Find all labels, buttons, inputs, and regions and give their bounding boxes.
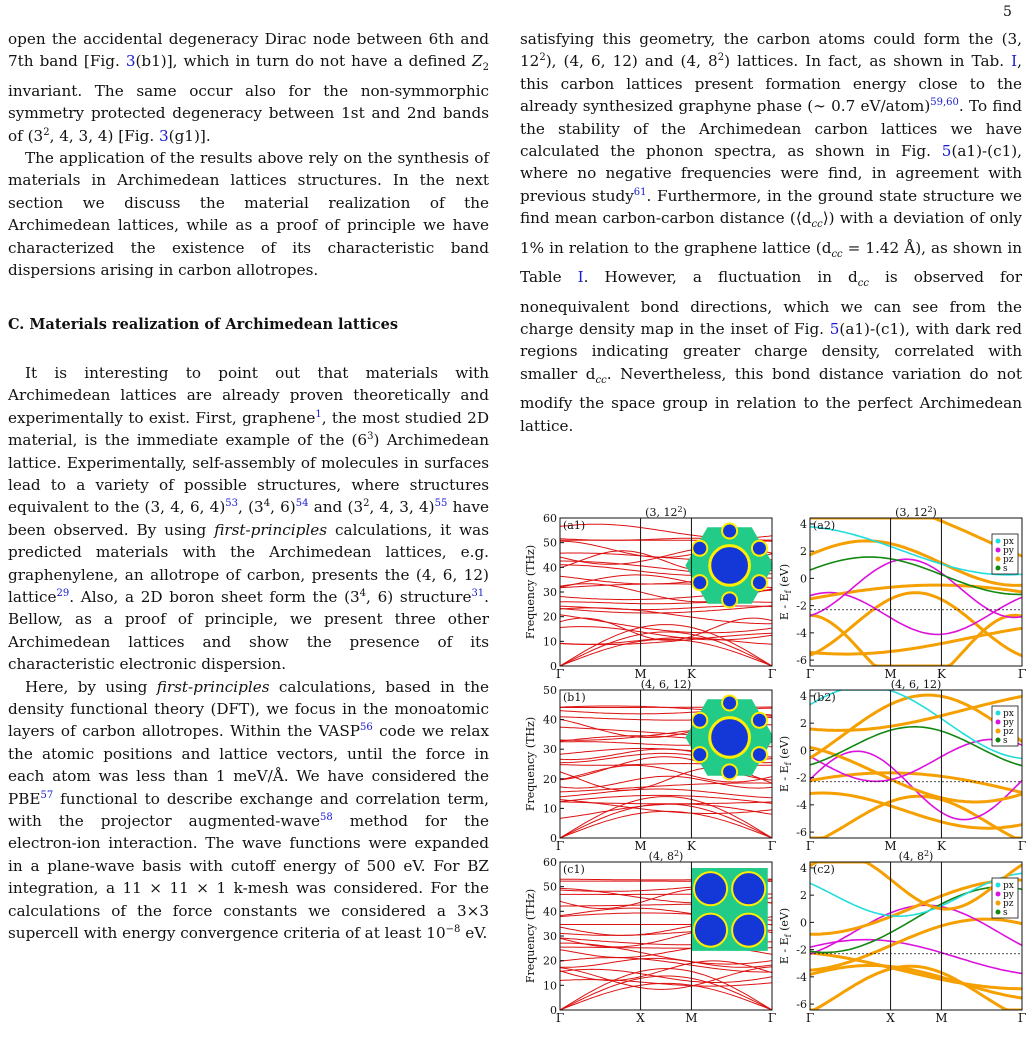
panel-a2 <box>778 505 1026 681</box>
y-tick-label: 50 <box>543 684 557 697</box>
panel-title: (4, 6, 12) <box>640 678 692 691</box>
y-tick-label: -4 <box>796 798 807 812</box>
legend-marker <box>996 892 1001 897</box>
citation[interactable]: 54 <box>295 498 309 510</box>
band-line <box>560 811 772 838</box>
band-line <box>560 618 772 640</box>
y-axis-label: E - $E_f$ (eV) <box>778 563 793 621</box>
section-heading: C. Materials realization of Archimedean lattices <box>8 315 399 333</box>
k-point-label: Γ <box>1017 839 1027 853</box>
y-tick-label: -4 <box>796 626 807 640</box>
figure-5 <box>520 505 1027 1041</box>
k-point-label: M <box>634 839 647 853</box>
y-axis-label: E - $E_f$ (eV) <box>778 907 793 965</box>
panel-tag: (a2) <box>813 519 836 532</box>
k-point-label: Γ <box>767 1011 777 1025</box>
k-point-label: Γ <box>1017 667 1027 681</box>
citation[interactable]: 61 <box>633 186 647 198</box>
legend-marker <box>996 539 1001 544</box>
y-tick-label: 0 <box>550 660 557 673</box>
legend-marker <box>996 729 1001 734</box>
k-point-label: M <box>884 839 897 853</box>
y-tick-label: 0 <box>550 1004 557 1017</box>
y-tick-label: 2 <box>800 717 807 731</box>
band-line <box>810 615 1022 666</box>
y-tick-label: 50 <box>543 536 557 550</box>
y-tick-label: 10 <box>543 635 557 649</box>
table-ref[interactable]: I <box>577 268 584 287</box>
k-point-label: Γ <box>805 667 815 681</box>
k-point-label: Γ <box>555 667 565 681</box>
y-tick-label: -2 <box>796 599 807 613</box>
band-line <box>560 615 772 633</box>
left-column <box>8 28 489 944</box>
panel-title: (4, $8^2$) <box>898 849 934 863</box>
y-tick-label: 0 <box>800 744 807 758</box>
panel-a1 <box>524 505 776 681</box>
y-tick-label: 4 <box>800 861 807 875</box>
legend-marker <box>996 566 1001 571</box>
k-point-label: Γ <box>555 1011 565 1025</box>
y-tick-label: -4 <box>796 970 807 984</box>
legend-label: px <box>1003 709 1014 719</box>
legend-label: py <box>1003 718 1014 728</box>
k-point-label: K <box>686 839 696 853</box>
y-tick-label: 10 <box>543 979 557 993</box>
y-tick-label: 40 <box>543 905 557 919</box>
band-line <box>810 905 1022 954</box>
citation[interactable]: 1 <box>315 408 322 420</box>
k-point-label: Γ <box>767 839 777 853</box>
legend-label: px <box>1003 537 1014 547</box>
panel-title: (3, $12^2$) <box>645 505 687 519</box>
k-point-label: X <box>886 1011 895 1025</box>
band-line <box>560 639 772 666</box>
legend-label: s <box>1003 736 1008 746</box>
legend-label: s <box>1003 564 1008 574</box>
citation[interactable]: 56 <box>360 722 373 734</box>
legend-marker <box>996 720 1001 725</box>
legend-label: px <box>1003 881 1014 891</box>
y-tick-label: 0 <box>800 916 807 930</box>
band-line <box>560 802 772 804</box>
panel-tag: (b1) <box>563 691 586 704</box>
y-tick-label: 30 <box>543 743 557 757</box>
y-tick-label: -2 <box>796 943 807 957</box>
legend-label: pz <box>1003 727 1014 737</box>
legend-label: py <box>1003 546 1014 556</box>
y-tick-label: 10 <box>543 802 557 816</box>
band-line <box>560 606 772 610</box>
y-tick-label: 20 <box>543 610 557 624</box>
k-point-label: X <box>636 1011 645 1025</box>
legend-marker <box>996 548 1001 553</box>
citation[interactable]: 53 <box>225 498 239 510</box>
legend-label: pz <box>1003 899 1014 909</box>
band-line <box>560 800 772 814</box>
band-line <box>810 862 1022 909</box>
panel-title: (3, $12^2$) <box>895 505 937 519</box>
panel-tag: (c2) <box>813 863 835 876</box>
citation[interactable]: 57 <box>40 789 54 801</box>
paragraph-3: It is interesting to point out that materials with Archimedean lattices are already proven theoretically and experimentally to exist. First, graphene$^1$, the most studied 2D material, is the immediate example of the $(6^3)$ Archimedean lattice. Experimentally, self-assembly of molecules in surfaces lead to a variety of possible structures, where structures equivalent to the (3, 4, 6, 4)$^{53}$, ($3^4$, 6)$^{54}$ and ($3^2$, 4, 3, 4)$^{55}$ have been observed. By using first-principles calculations, it was predicted materials with the Archimedean lattices, e.g. graphenylene, an allotrope of carbon, presents the (4, 6, 12) lattice$^{29}$. Also, a 2D boron sheet form the ($3^4$, 6) structure$^{31}$. Bellow, as a proof of principle, we present three other Archimedean lattices and show the presence of its characteristic electronic dispersion. <box>8 363 490 674</box>
panel-title: (4, 6, 12) <box>890 678 942 691</box>
table-ref[interactable]: I <box>1011 52 1018 71</box>
page-number: 5 <box>1003 4 1012 20</box>
y-tick-label: 60 <box>543 512 557 525</box>
y-tick-label: 20 <box>543 772 557 786</box>
k-point-label: K <box>936 667 946 681</box>
legend-label: py <box>1003 890 1014 900</box>
charge-density-inset <box>691 868 767 951</box>
y-tick-label: 50 <box>543 880 557 894</box>
y-tick-label: 2 <box>800 889 807 903</box>
citation[interactable]: 58 <box>319 811 333 823</box>
legend <box>992 534 1018 574</box>
band-line <box>810 873 1022 916</box>
k-point-label: M <box>884 667 897 681</box>
panel-c2 <box>778 849 1026 1025</box>
band-line <box>810 727 1022 766</box>
legend-marker <box>996 557 1001 562</box>
band-line <box>810 593 1022 635</box>
y-tick-label: -6 <box>796 654 807 668</box>
paragraph-right: satisfying this geometry, the carbon atoms could form the (3, $12^2$), (4, 6, 12) and (4, $8^2$) lattices. In fact, as shown in Tab. I, this carbon lattices present formation energy close to the already synthesized graphyne phase (∼ 0.7 eV/atom)$^{59,60}$. To find the stability of the Archimedean carbon lattices we have calculated the phonon spectra, as shown in Fig. 5(a1)-(c1), where no negative frequencies were find, in agreement with previous study$^{61}$. Furthermore, in the ground state structure we find mean carbon-carbon distance $(⟨d_{cc}⟩)$ with a deviation of only 1% in relation to the graphene lattice ($d_{cc} = 1.42$ Å), as shown in Table I. However, a fluctuation in $d_{cc}$ is observed for nonequivalent bond directions, which we can see from the charge density map in the inset of Fig. 5(a1)-(c1), with dark red regions indicating greater charge density, correlated with smaller $d_{cc}$. Nevertheless, this bond distance variation do not modify the space group in relation to the perfect Archimedean lattice. <box>520 30 1023 435</box>
citation[interactable]: 59,60 <box>930 97 959 109</box>
legend-marker <box>996 910 1001 915</box>
legend-marker <box>996 738 1001 743</box>
y-tick-label: 40 <box>543 713 557 727</box>
y-axis-label: E - $E_f$ (eV) <box>778 735 793 793</box>
band-line <box>810 690 1022 758</box>
y-axis-label: Frequency (THz) <box>524 888 537 984</box>
k-point-label: K <box>936 839 946 853</box>
panel-tag: (c1) <box>563 863 585 876</box>
legend-marker <box>996 711 1001 716</box>
citation[interactable]: 55 <box>434 498 448 510</box>
k-point-label: Γ <box>555 839 565 853</box>
band-line <box>560 608 772 624</box>
figure-ref[interactable]: 3 <box>125 52 136 71</box>
k-point-label: M <box>935 1011 948 1025</box>
figure-ref[interactable]: 5 <box>829 319 840 338</box>
k-point-label: K <box>686 667 696 681</box>
paragraph-1: open the accidental degeneracy Dirac node between 6th and 7th band [Fig. 3(b1)], which in turn do not have a defined $Z_2$ invariant. The same occur also for the non-symmorphic symmetry protected degeneracy between 1st and 2nd bands of ($3^2$, 4, 3, 4) [Fig. 3(g1)]. <box>8 30 489 145</box>
k-point-label: Γ <box>805 1011 815 1025</box>
y-tick-label: 20 <box>543 954 557 968</box>
panel-tag: (a1) <box>563 519 586 532</box>
figure-svg <box>520 505 1027 1041</box>
panel-b2 <box>778 678 1026 853</box>
y-tick-label: 60 <box>543 856 557 869</box>
paragraph-4: Here, by using first-principles calculations, based in the density functional theory (DFT), we focus in the monoatomic layers of carbon allotropes. Within the VASP$^{56}$ code we relax the atomic positions and lattice vectors, until the force in each atom was less than 1 meV/Å. We have considered the PBE$^{57}$ functional to describe exchange and correlation term, with the projector augmented-wave$^{58}$ method for the electron-ion interaction. The wave functions were expanded in a plane-wave basis with cutoff energy of 500 eV. For BZ integration, a 11 × 11 × 1 k-mesh was considered. For the calculations of the force constants we considered a 3×3 supercell with energy convergence criteria of at least $10^{-8}$ eV. <box>8 677 490 943</box>
y-tick-label: 4 <box>800 517 807 531</box>
band-line <box>560 980 772 987</box>
legend-label: s <box>1003 908 1008 918</box>
y-tick-label: 40 <box>543 561 557 575</box>
panel-c1 <box>524 849 776 1025</box>
paragraph-2: The application of the results above rely on the synthesis of materials in Archimedean lattices structures. In the next section we discuss the material realization of the Archimedean lattices, while as a proof of principle we have characterized the existence of its characteristic band dispersions arising in carbon allotropes. <box>8 149 489 280</box>
legend-marker <box>996 883 1001 888</box>
band-line <box>560 983 772 1010</box>
y-tick-label: 4 <box>800 689 807 703</box>
band-line <box>810 541 1022 586</box>
legend <box>992 878 1018 918</box>
legend-marker <box>996 901 1001 906</box>
legend <box>992 706 1018 746</box>
y-tick-label: 30 <box>543 930 557 943</box>
legend-label: pz <box>1003 555 1014 565</box>
y-tick-label: 0 <box>800 572 807 586</box>
panel-b1 <box>524 678 776 853</box>
y-tick-label: 0 <box>550 832 557 845</box>
figure-ref[interactable]: 5 <box>941 142 952 161</box>
k-point-label: Γ <box>1017 1011 1027 1025</box>
y-tick-label: -6 <box>796 998 807 1012</box>
y-tick-label: -6 <box>796 826 807 840</box>
k-point-label: Γ <box>805 839 815 853</box>
y-tick-label: -2 <box>796 771 807 785</box>
k-point-label: M <box>634 667 647 681</box>
panel-title: (4, $8^2$) <box>648 849 684 863</box>
panel-tag: (b2) <box>813 691 836 704</box>
k-point-label: M <box>685 1011 698 1025</box>
y-axis-label: Frequency (THz) <box>524 716 537 812</box>
citation[interactable]: 29 <box>56 587 70 599</box>
y-axis-label: Frequency (THz) <box>524 544 537 640</box>
band-line <box>560 958 772 967</box>
right-column <box>520 28 1022 437</box>
y-tick-label: 30 <box>543 586 557 599</box>
k-point-label: Γ <box>767 667 777 681</box>
citation[interactable]: 31 <box>471 587 485 599</box>
band-line <box>560 632 772 666</box>
y-tick-label: 2 <box>800 545 807 559</box>
figure-ref[interactable]: 3 <box>158 126 169 145</box>
